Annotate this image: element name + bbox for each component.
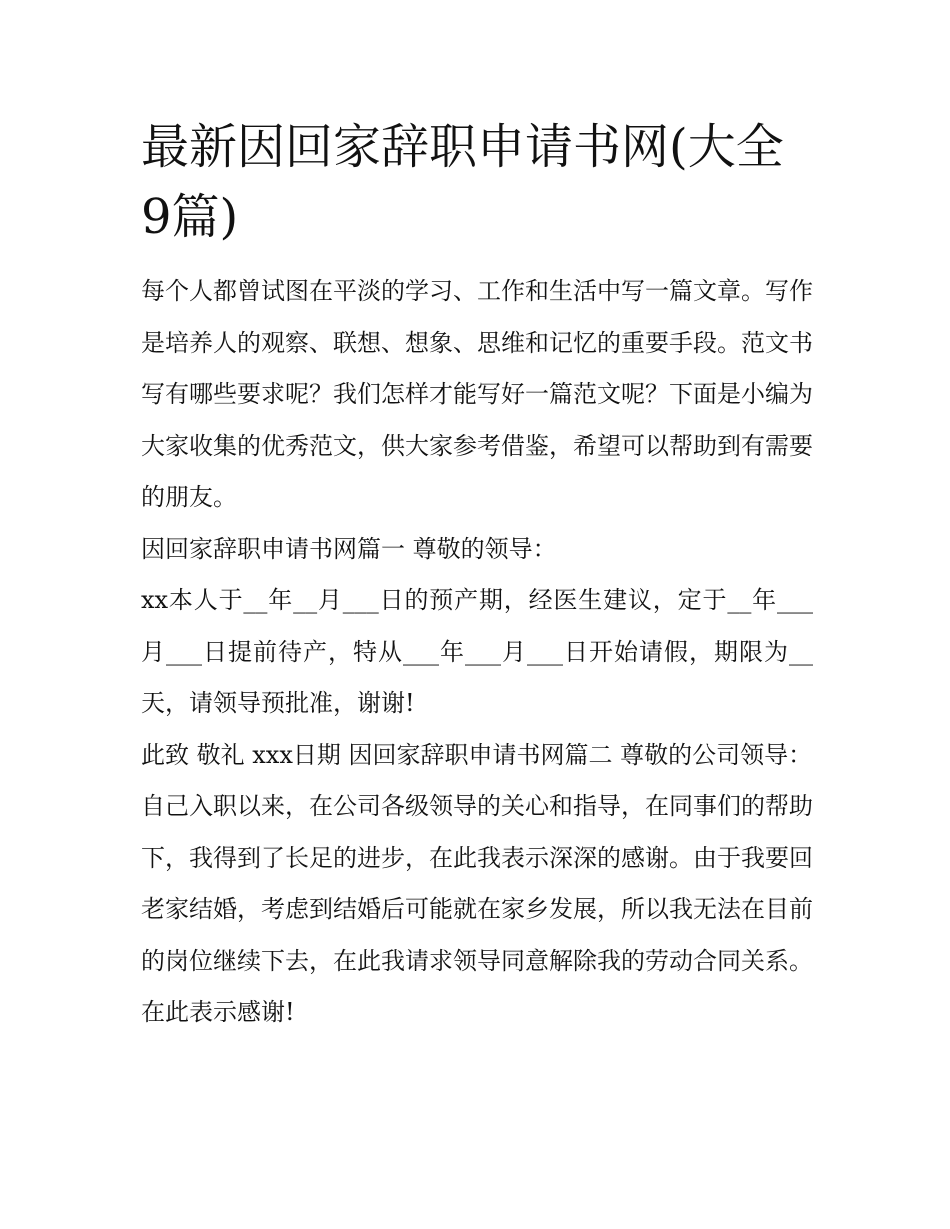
resignation-paragraph: 自己入职以来，在公司各级领导的关心和指导，在同事们的帮助下，我得到了长足的进步，在此我表示深深的感谢。由于我要回老家结婚，考虑到结婚后可能就在家乡发展，所以我无法在目前的岗位继续下去，在此我请求领导同意解除我的劳动合同关系。在此表示感谢! [141,792,813,1026]
closing-and-section-heading-2: 此致 敬礼 xxx日期 因回家辞职申请书网篇二 尊敬的公司领导： [141,740,813,769]
leave-request-paragraph: xx本人于__年__月___日的预产期，经医生建议，定于__年___月___日提前待产，特从___年___月___日开始请假，期限为__天，请领导预批准，谢谢! [141,586,813,717]
document-content [141,112,813,1039]
section-heading-1: 因回家辞职申请书网篇一 尊敬的领导： [141,534,557,563]
intro-paragraph: 每个人都曾试图在平淡的学习、工作和生活中写一篇文章。写作是培养人的观察、联想、想象、思维和记忆的重要手段。范文书写有哪些要求呢？我们怎样才能写好一篇范文呢？下面是小编为大家收集的优秀范文，供大家参考借鉴，希望可以帮助到有需要的朋友。 [141,277,813,511]
document-title: 最新因回家辞职申请书网(大全9篇) [141,119,784,245]
